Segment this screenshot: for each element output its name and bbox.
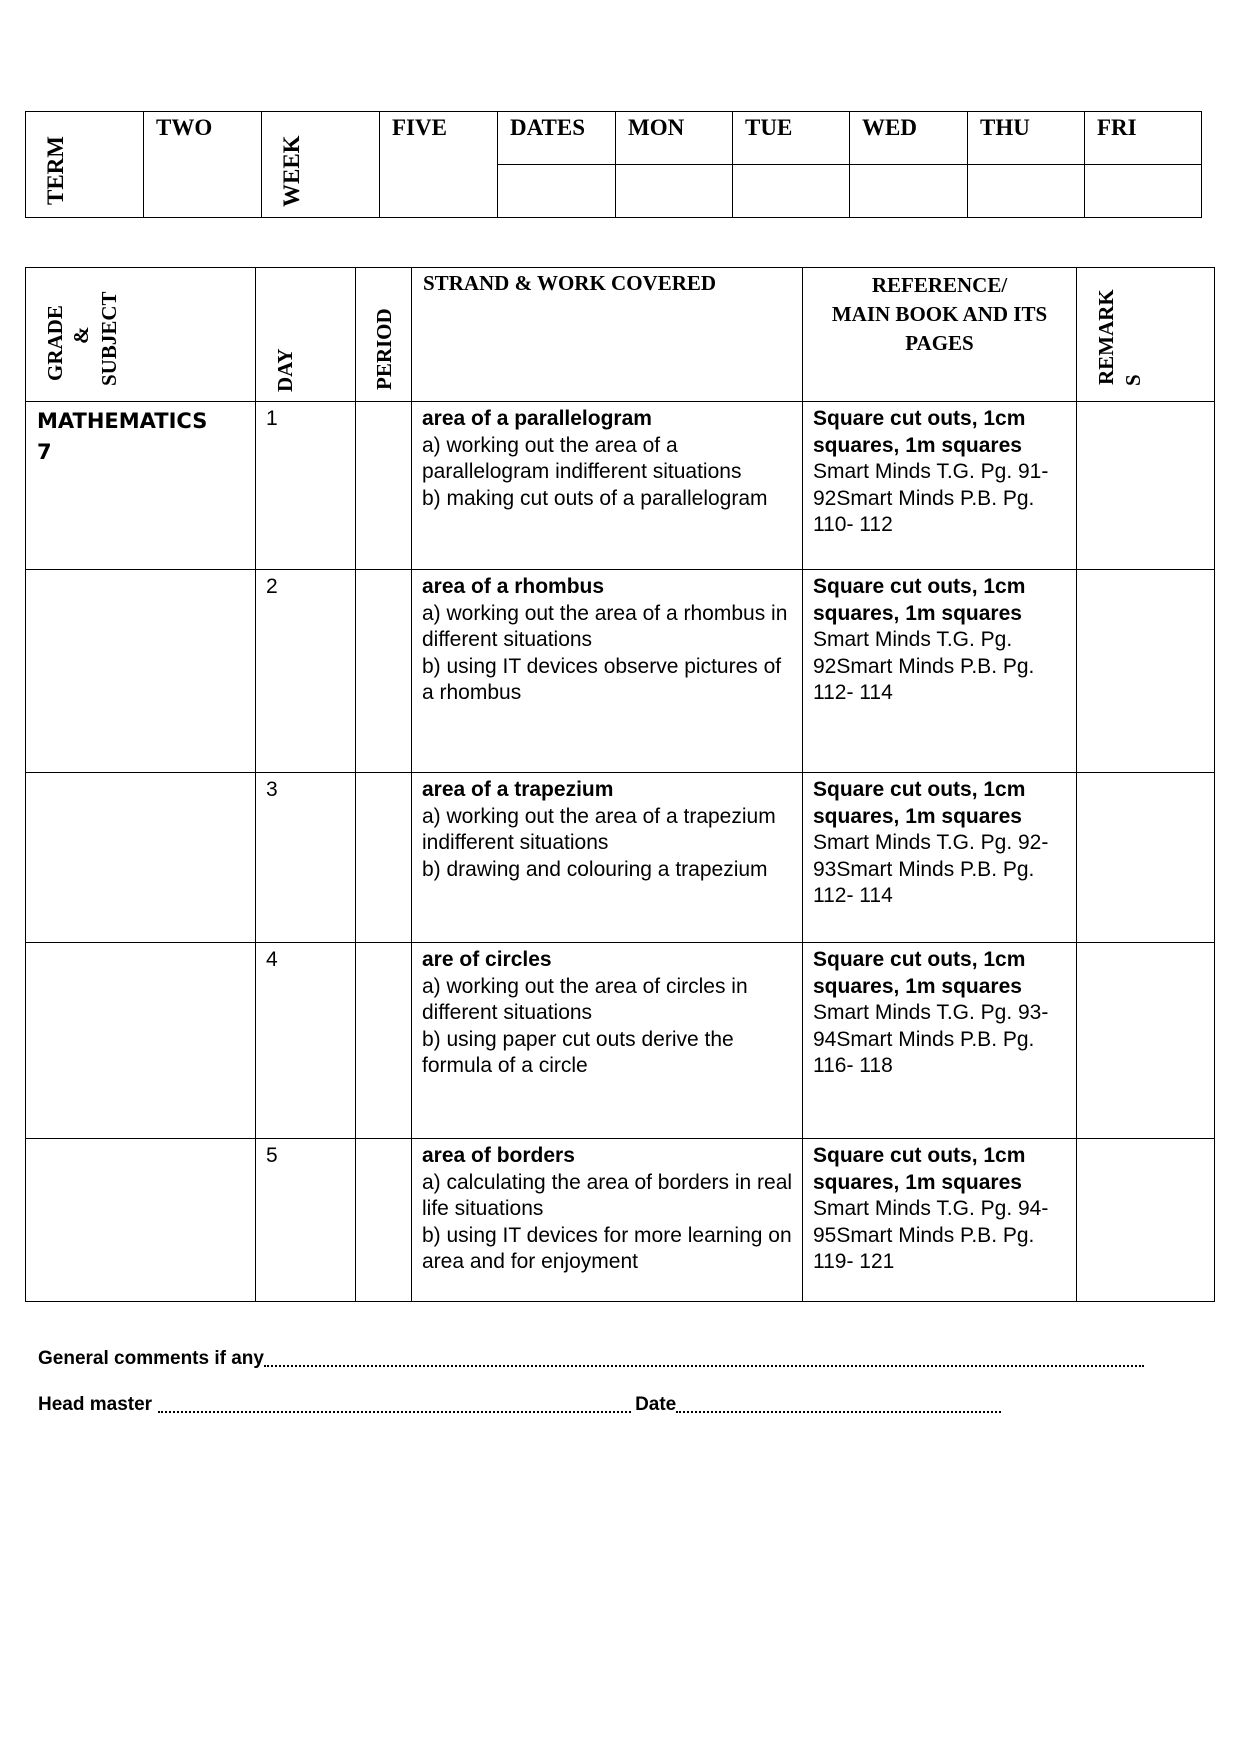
- reference-materials: Square cut outs, 1cm squares, 1m squares: [813, 1144, 1026, 1194]
- day-cell: 3: [256, 773, 356, 943]
- period-cell: [356, 570, 412, 773]
- work-title: area of a trapezium: [422, 778, 614, 801]
- general-comments-label: General comments if any: [38, 1348, 264, 1369]
- work-item: b) using IT devices for more learning on area and for enjoyment: [422, 1223, 792, 1274]
- date-cell-mon: [616, 165, 733, 218]
- remarks-cell: [1077, 402, 1215, 570]
- reference-materials: Square cut outs, 1cm squares, 1m squares: [813, 948, 1026, 998]
- reference-cell: [803, 1139, 1077, 1302]
- head-master-field[interactable]: [158, 1411, 631, 1413]
- grade-header-line2: &: [69, 326, 93, 344]
- term-value: TWO: [144, 112, 262, 218]
- grade-header-line3: SUBJECT: [97, 291, 121, 386]
- day-header-fri: FRI: [1085, 112, 1202, 165]
- reference-cell: [803, 943, 1077, 1139]
- table-row: [26, 402, 1215, 570]
- day-cell: 2: [256, 570, 356, 773]
- subject-cell: [26, 570, 256, 773]
- remarks-header-line2: S: [1121, 374, 1145, 386]
- day-header-mon: MON: [616, 112, 733, 165]
- week-value: FIVE: [380, 112, 498, 218]
- work-title: area of borders: [422, 1144, 575, 1167]
- reference-pages: Smart Minds T.G. Pg. 92-93Smart Minds P.B. Pg. 112- 114: [813, 831, 1049, 908]
- subject-line2: 7: [37, 440, 52, 464]
- reference-pages: Smart Minds T.G. Pg. 93-94Smart Minds P.B. Pg. 116- 118: [813, 1001, 1049, 1078]
- lesson-plan-table: [25, 267, 1215, 1302]
- period-cell: [356, 1139, 412, 1302]
- header-row: [26, 268, 1215, 402]
- period-cell: [356, 943, 412, 1139]
- work-item: b) making cut outs of a parallelogram: [422, 486, 768, 510]
- work-cell: [412, 1139, 803, 1302]
- period-header-label: PERIOD: [372, 308, 396, 390]
- strand-header: STRAND & WORK COVERED: [412, 268, 803, 402]
- reference-materials: Square cut outs, 1cm squares, 1m squares: [813, 407, 1026, 457]
- day-header-label: DAY: [273, 348, 297, 392]
- signature-line: [38, 1394, 1001, 1416]
- term-week-table: [25, 111, 1202, 218]
- subject-cell: [26, 402, 256, 570]
- day-header-tue: TUE: [733, 112, 850, 165]
- period-cell: [356, 402, 412, 570]
- table-row: [26, 570, 1215, 773]
- reference-materials: Square cut outs, 1cm squares, 1m squares: [813, 575, 1026, 625]
- week-label-cell: [262, 112, 380, 218]
- reference-cell: [803, 402, 1077, 570]
- date-label: Date: [635, 1394, 677, 1415]
- reference-materials: Square cut outs, 1cm squares, 1m squares: [813, 778, 1026, 828]
- grade-header-line1: GRADE: [43, 305, 67, 381]
- date-field[interactable]: [676, 1411, 1001, 1413]
- date-cell-tue: [733, 165, 850, 218]
- work-item: a) working out the area of a rhombus in different situations: [422, 601, 788, 652]
- remarks-header-line1: REMARK: [1094, 289, 1118, 385]
- reference-header-line3: PAGES: [905, 331, 974, 355]
- day-header: [256, 268, 356, 402]
- subject-cell: [26, 943, 256, 1139]
- remarks-cell: [1077, 943, 1215, 1139]
- reference-header-line2: MAIN BOOK AND ITS: [831, 302, 1048, 326]
- term-label-cell: [26, 112, 144, 218]
- work-item: b) using paper cut outs derive the formula of a circle: [422, 1027, 734, 1078]
- work-item: b) drawing and colouring a trapezium: [422, 857, 768, 881]
- table-row: [26, 943, 1215, 1139]
- work-item: a) working out the area of a parallelogram indifferent situations: [422, 433, 742, 484]
- work-title: are of circles: [422, 948, 552, 971]
- week-label: WEEK: [279, 135, 304, 207]
- work-item: a) working out the area of circles in different situations: [422, 974, 748, 1025]
- day-cell: 4: [256, 943, 356, 1139]
- reference-pages: Smart Minds T.G. Pg. 92Smart Minds P.B. Pg. 112- 114: [813, 628, 1035, 705]
- remarks-cell: [1077, 773, 1215, 943]
- table-row: [26, 773, 1215, 943]
- reference-pages: Smart Minds T.G. Pg. 91-92Smart Minds P.B. Pg. 110- 112: [813, 460, 1049, 537]
- reference-cell: [803, 773, 1077, 943]
- day-cell: 1: [256, 402, 356, 570]
- remarks-cell: [1077, 570, 1215, 773]
- day-header-wed: WED: [850, 112, 968, 165]
- remarks-header: [1077, 268, 1215, 402]
- date-cell-wed: [850, 165, 968, 218]
- day-header-thu: THU: [968, 112, 1085, 165]
- period-header: [356, 268, 412, 402]
- work-title: area of a rhombus: [422, 575, 605, 598]
- table-row: [26, 1139, 1215, 1302]
- dates-empty-cell: [498, 165, 616, 218]
- remarks-cell: [1077, 1139, 1215, 1302]
- head-master-label: Head master: [38, 1394, 153, 1415]
- work-title: area of a parallelogram: [422, 407, 652, 430]
- work-item: a) working out the area of a trapezium indifferent situations: [422, 804, 776, 855]
- reference-header-line1: REFERENCE/: [871, 273, 1008, 297]
- subject-cell: [26, 773, 256, 943]
- work-cell: [412, 943, 803, 1139]
- reference-pages: Smart Minds T.G. Pg. 94-95Smart Minds P.B. Pg. 119- 121: [813, 1197, 1049, 1274]
- dates-label: DATES: [498, 112, 616, 165]
- subject-line1: MATHEMATICS: [37, 409, 208, 433]
- date-cell-thu: [968, 165, 1085, 218]
- day-cell: 5: [256, 1139, 356, 1302]
- work-cell: [412, 570, 803, 773]
- work-cell: [412, 402, 803, 570]
- work-item: a) calculating the area of borders in real life situations: [422, 1170, 793, 1221]
- work-item: b) using IT devices observe pictures of a rhombus: [422, 654, 782, 705]
- grade-subject-header: [26, 268, 256, 402]
- date-cell-fri: [1085, 165, 1202, 218]
- subject-cell: [26, 1139, 256, 1302]
- general-comments-field[interactable]: [264, 1365, 1144, 1367]
- work-cell: [412, 773, 803, 943]
- reference-header: [803, 268, 1077, 402]
- general-comments-line: [38, 1348, 1144, 1370]
- term-label: TERM: [43, 136, 68, 205]
- reference-cell: [803, 570, 1077, 773]
- period-cell: [356, 773, 412, 943]
